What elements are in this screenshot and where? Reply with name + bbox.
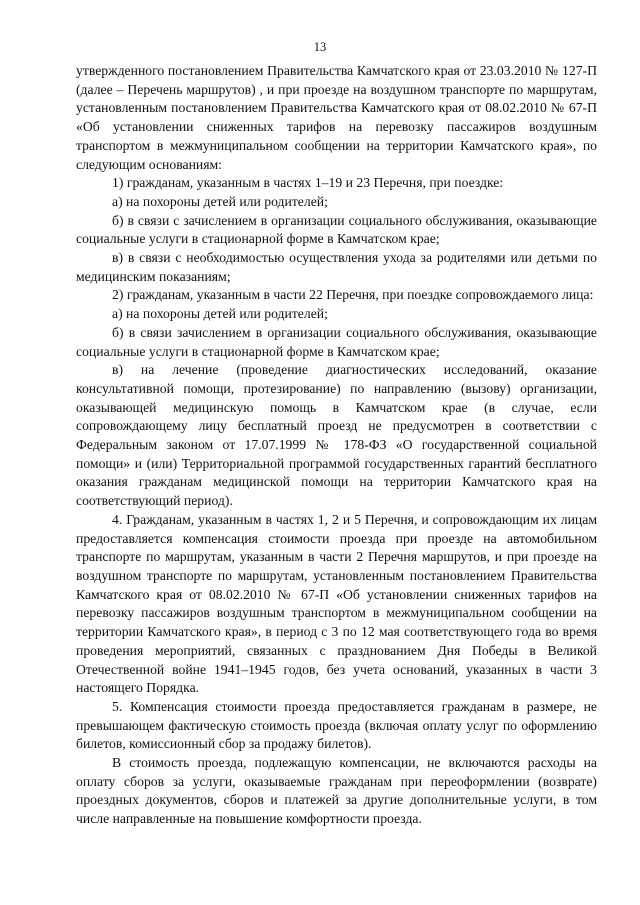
document-body xyxy=(76,62,597,829)
paragraph-subitem-1b: б) в связи с зачислением в организации социального обслуживания, оказывающие социальные услуги в стационарной форме в Камчатском крае; xyxy=(76,212,597,247)
paragraph-subitem-2c: в) на лечение (проведение диагностических исследований, оказание консультативной помощи, протезирование) по направлению (вызову) организации, оказывающей медицинскую помощь в Камчатском крае (в случае, если сопровождающему лицу бесплатный проезд не предусмотрен в соответствии с Федеральным законом от 17.07.1999 № 178-ФЗ «О государственной социальной помощи» и (или) Территориальной программой государственных гарантий бесплатного оказания гражданам медицинской помощи на территории Камчатского края на соответствующий период). xyxy=(76,362,597,509)
page-number: 13 xyxy=(313,40,327,54)
paragraph-section-4: 4. Гражданам, указанным в частях 1, 2 и 5 Перечня, и сопровождающим их лицам предоставляется компенсация стоимости проезда при проезде на автомобильном транспорте по маршрутам, указанным в части 2 Перечня маршрутов, и при проезде на воздушном транспорте по маршрутам, установленным постановлением Правительства Камчатского края от 08.02.2010 № 67-П «Об установлении сниженных тарифов на перевозку пассажиров воздушным транспортом в межмуниципальном сообщении на территории Камчатского края», в период с 3 по 12 мая соответствующего года во время проведения мероприятий, связанных с празднованием Дня Победы в Великой Отечественной войне 1941–1945 годов, без учета оснований, указанных в части 3 настоящего Порядка. xyxy=(76,511,597,696)
paragraph-subitem-1c: в) в связи с необходимостью осуществления ухода за родителями или детьми по медицинским показаниям; xyxy=(76,250,597,284)
paragraph-section-5: 5. Компенсация стоимости проезда предоставляется гражданам в размере, не превышающем фактическую стоимость проезда (включая оплату услуг по оформлению билетов, комиссионный сбор за продажу билетов). xyxy=(76,698,597,752)
paragraph-section-5-note: В стоимость проезда, подлежащую компенсации, не включаются расходы на оплату сборов за услуги, оказываемые гражданам при переоформлении (возврате) проездных документов, сборов и платежей за другие дополнительные услуги, в том числе направленные на повышение комфортности проезда. xyxy=(76,755,597,827)
paragraph-item-2: 2) гражданам, указанным в части 22 Перечня, при поездке сопровождаемого лица: xyxy=(112,287,594,303)
paragraph-subitem-2a: а) на похороны детей или родителей; xyxy=(112,306,328,322)
paragraph-continuation: утвержденного постановлением Правительства Камчатского края от 23.03.2010 № 127-П (далее – Перечень маршрутов) , и при проезде на воздушном транспорте по маршрутам, установленным постановлением Правительства Камчатского края от 08.02.2010 № 67-П «Об установлении сниженных тарифов на перевозку пассажиров воздушным транспортом в межмуниципальном сообщении на территории Камчатского края», по следующим основаниям: xyxy=(76,63,597,172)
paragraph-subitem-1a: а) на похороны детей или родителей; xyxy=(112,193,328,209)
paragraph-subitem-2b: б) в связи зачислением в организации социального обслуживания, оказывающие социальные услуги в стационарной форме в Камчатском крае; xyxy=(76,324,597,359)
paragraph-item-1: 1) гражданам, указанным в частях 1–19 и 23 Перечня, при поездке: xyxy=(112,175,504,191)
